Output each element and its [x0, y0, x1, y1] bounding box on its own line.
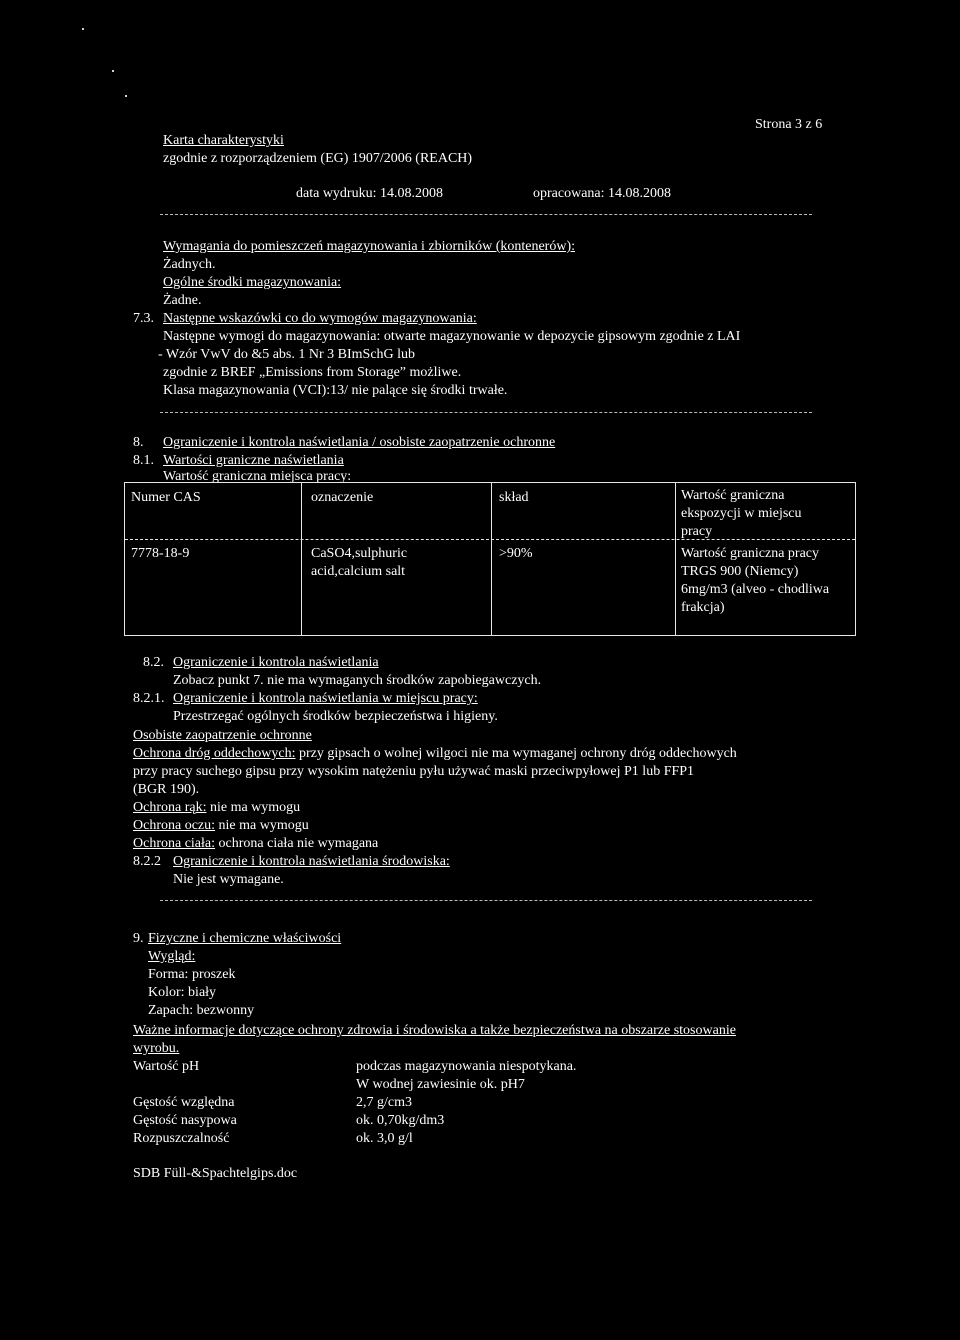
divider — [160, 214, 812, 215]
property-label-density: Gęstość względna — [133, 1095, 235, 1110]
table-column-divider — [491, 483, 492, 635]
document-subtitle: zgodnie z rozporządzeniem (EG) 1907/2006 (REACH) — [163, 151, 473, 166]
table-cell-cas: 7778-18-9 — [131, 546, 190, 561]
respiratory-protection-value: przy gipsach o wolnej wilgoci nie ma wymaganej ochrony dróg oddechowych — [295, 746, 737, 761]
property-value-density: 2,7 g/cm3 — [356, 1095, 412, 1110]
property-value-ph-suspension: W wodnej zawiesinie ok. pH7 — [356, 1077, 525, 1092]
table-column-divider — [301, 483, 302, 635]
table-cell-name: CaSO4,sulphuric acid,calcium salt — [311, 546, 408, 579]
respiratory-protection — [133, 745, 737, 763]
exposure-limits-table — [124, 482, 856, 636]
further-storage-line: Następne wymogi do magazynowania: otwarte magazynowanie w depozycie gipsowym zgodnie z LAI — [163, 329, 741, 344]
scan-speck — [125, 95, 127, 97]
property-label-solubility: Rozpuszczalność — [133, 1131, 230, 1146]
storage-class: Klasa magazynowania (VCI):13/ nie palące się środki trwałe. — [163, 383, 508, 398]
table-header-composition: skład — [499, 490, 529, 505]
section-9-heading: Fizyczne i chemiczne właściwości — [148, 931, 342, 946]
section-number-9: 9. — [133, 931, 144, 946]
further-storage-line: - Wzór VwV do &5 abs. 1 Nr 3 BImSchG lub — [158, 347, 416, 362]
section-number-7-3: 7.3. — [133, 311, 154, 326]
hand-protection — [133, 799, 300, 817]
important-info-heading: Ważne informacje dotyczące ochrony zdrowia i środowiska a także bezpieczeństwa na obszarze stosowanie — [133, 1023, 736, 1038]
section-number-8-2-1: 8.2.1. — [133, 691, 165, 706]
footer-filename: SDB Füll-&Spachtelgips.doc — [133, 1166, 298, 1181]
property-value-ph: podczas magazynowania niespotykana. — [356, 1059, 577, 1074]
section-number-8-2: 8.2. — [143, 655, 164, 670]
hand-protection-value: nie ma wymogu — [206, 800, 301, 815]
property-label-bulk-density: Gęstość nasypowa — [133, 1113, 237, 1128]
environment-control-value: Nie jest wymagane. — [173, 872, 284, 887]
divider — [160, 900, 812, 901]
eye-protection — [133, 817, 309, 835]
property-label-ph: Wartość pH — [133, 1059, 200, 1074]
print-date: data wydruku: 14.08.2008 — [296, 186, 443, 201]
property-value-solubility: ok. 3,0 g/l — [356, 1131, 413, 1146]
section-number-8: 8. — [133, 435, 144, 450]
divider — [160, 412, 812, 413]
appearance-heading: Wygląd: — [148, 949, 196, 964]
general-storage-heading: Ogólne środki magazynowania: — [163, 275, 342, 290]
property-value-bulk-density: ok. 0,70kg/dm3 — [356, 1113, 445, 1128]
exposure-limits-subheading: Wartość graniczna miejsca pracy: — [163, 469, 352, 484]
storage-rooms-heading: Wymagania do pomieszczeń magazynowania i zbiorników (kontenerów): — [163, 239, 576, 254]
respiratory-protection-line: przy pracy suchego gipsu przy wysokim natężeniu pyłu używać maski przeciwpyłowej P1 lub FFP1 — [133, 764, 695, 779]
eye-protection-value: nie ma wymogu — [215, 818, 309, 833]
scan-speck — [112, 70, 114, 72]
section-number-8-2-2: 8.2.2 — [133, 854, 161, 869]
hand-protection-label: Ochrona rąk: — [133, 800, 207, 815]
table-header-cas: Numer CAS — [131, 490, 201, 505]
eye-protection-label: Ochrona oczu: — [133, 818, 216, 833]
ppe-heading: Osobiste zaopatrzenie ochronne — [133, 728, 312, 743]
respiratory-protection-line: (BGR 190). — [133, 782, 200, 797]
exposure-limits-heading: Wartości graniczne naświetlania — [163, 453, 344, 468]
section-number-8-1: 8.1. — [133, 453, 154, 468]
table-column-divider — [675, 483, 676, 635]
storage-rooms-value: Żadnych. — [163, 257, 216, 272]
table-header-limit: Wartość graniczna ekspozycji w miejscu pracy — [681, 488, 802, 539]
body-protection-label: Ochrona ciała: — [133, 836, 216, 851]
further-storage-line: zgodnie z BREF „Emissions from Storage” możliwe. — [163, 365, 462, 380]
workplace-control-value: Przestrzegać ogólnych środków bezpieczeństwa i higieny. — [173, 709, 498, 724]
table-header-name: oznaczenie — [311, 490, 374, 505]
exposure-control-value: Zobacz punkt 7. nie ma wymaganych środków zapobiegawczych. — [173, 673, 542, 688]
table-cell-limit: Wartość graniczna pracy TRGS 900 (Niemcy) 6mg/m3 (alveo - chodliwa frakcja) — [681, 546, 830, 615]
exposure-control-heading: Ograniczenie i kontrola naświetlania — [173, 655, 379, 670]
odor-property: Zapach: bezwonny — [148, 1003, 255, 1018]
general-storage-value: Żadne. — [163, 293, 202, 308]
document-title: Karta charakterystyki — [163, 133, 284, 148]
color-property: Kolor: biały — [148, 985, 217, 1000]
form-property: Forma: proszek — [148, 967, 236, 982]
respiratory-protection-label: Ochrona dróg oddechowych: — [133, 746, 296, 761]
page-number: Strona 3 z 6 — [755, 117, 823, 132]
table-cell-composition: >90% — [499, 546, 533, 561]
body-protection — [133, 835, 378, 853]
body-protection-value: ochrona ciała nie wymagana — [215, 836, 379, 851]
workplace-control-heading: Ograniczenie i kontrola naświetlania w miejscu pracy: — [173, 691, 478, 706]
further-storage-heading: Następne wskazówki co do wymogów magazynowania: — [163, 311, 477, 326]
prepared-date: opracowana: 14.08.2008 — [533, 186, 672, 201]
environment-control-heading: Ograniczenie i kontrola naświetlania środowiska: — [173, 854, 450, 869]
scan-speck — [82, 28, 84, 30]
important-info-heading-cont: wyrobu. — [133, 1041, 180, 1056]
section-8-heading: Ograniczenie i kontrola naświetlania / osobiste zaopatrzenie ochronne — [163, 435, 556, 450]
